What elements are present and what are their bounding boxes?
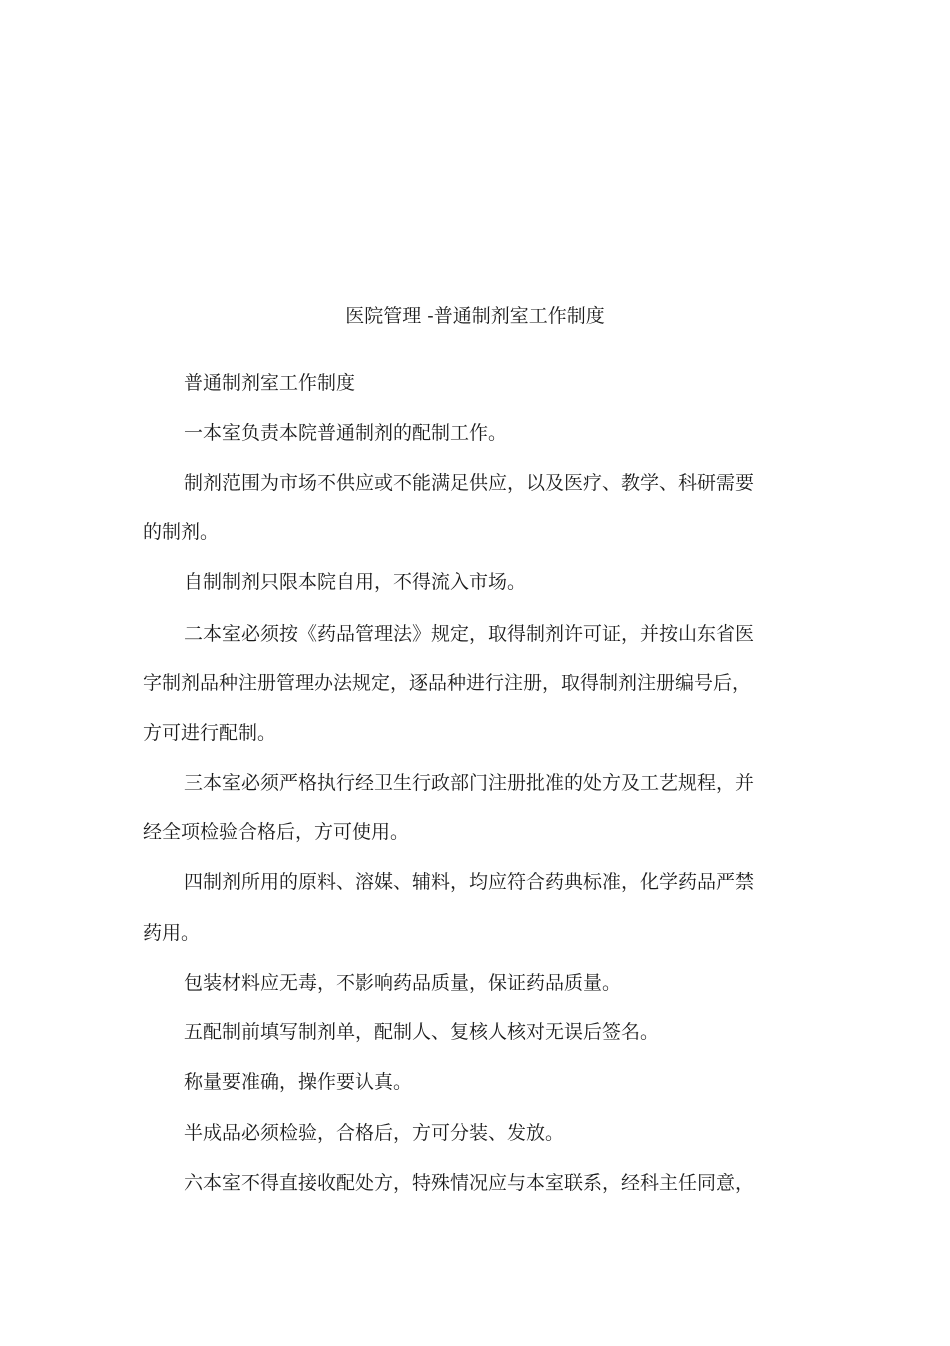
paragraph-line: 制剂范围为市场不供应或不能满足供应，以及医疗、教学、科研需要 — [184, 472, 755, 494]
paragraph-line: 称量要准确，操作要认真。 — [184, 1071, 413, 1093]
paragraph-line: 一本室负责本院普通制剂的配制工作。 — [184, 422, 508, 444]
paragraph-line: 二本室必须按《药品管理法》规定，取得制剂许可证，并按山东省医 — [184, 623, 755, 645]
section-heading: 普通制剂室工作制度 — [184, 372, 356, 394]
paragraph-line: 自制制剂只限本院自用，不得流入市场。 — [184, 571, 527, 593]
paragraph-line: 三本室必须严格执行经卫生行政部门注册批准的处方及工艺规程，并 — [184, 772, 755, 794]
paragraph-line: 经全项检验合格后，方可使用。 — [143, 821, 410, 843]
paragraph-line: 字制剂品种注册管理办法规定，逐品种进行注册，取得制剂注册编号后， — [143, 672, 752, 694]
paragraph-line: 半成品必须检验，合格后，方可分装、发放。 — [184, 1122, 565, 1144]
paragraph-line: 药用。 — [143, 922, 201, 944]
paragraph-line: 的制剂。 — [143, 521, 220, 543]
paragraph-line: 四制剂所用的原料、溶媒、辅料，均应符合药典标准，化学药品严禁 — [184, 871, 755, 893]
document-title: 医院管理 -普通制剂室工作制度 — [345, 305, 605, 327]
paragraph-line: 五配制前填写制剂单，配制人、复核人核对无误后签名。 — [184, 1021, 660, 1043]
paragraph-line: 方可进行配制。 — [143, 722, 277, 744]
paragraph-line: 包装材料应无毒，不影响药品质量，保证药品质量。 — [184, 972, 622, 994]
paragraph-line: 六本室不得直接收配处方，特殊情况应与本室联系，经科主任同意， — [184, 1172, 755, 1194]
